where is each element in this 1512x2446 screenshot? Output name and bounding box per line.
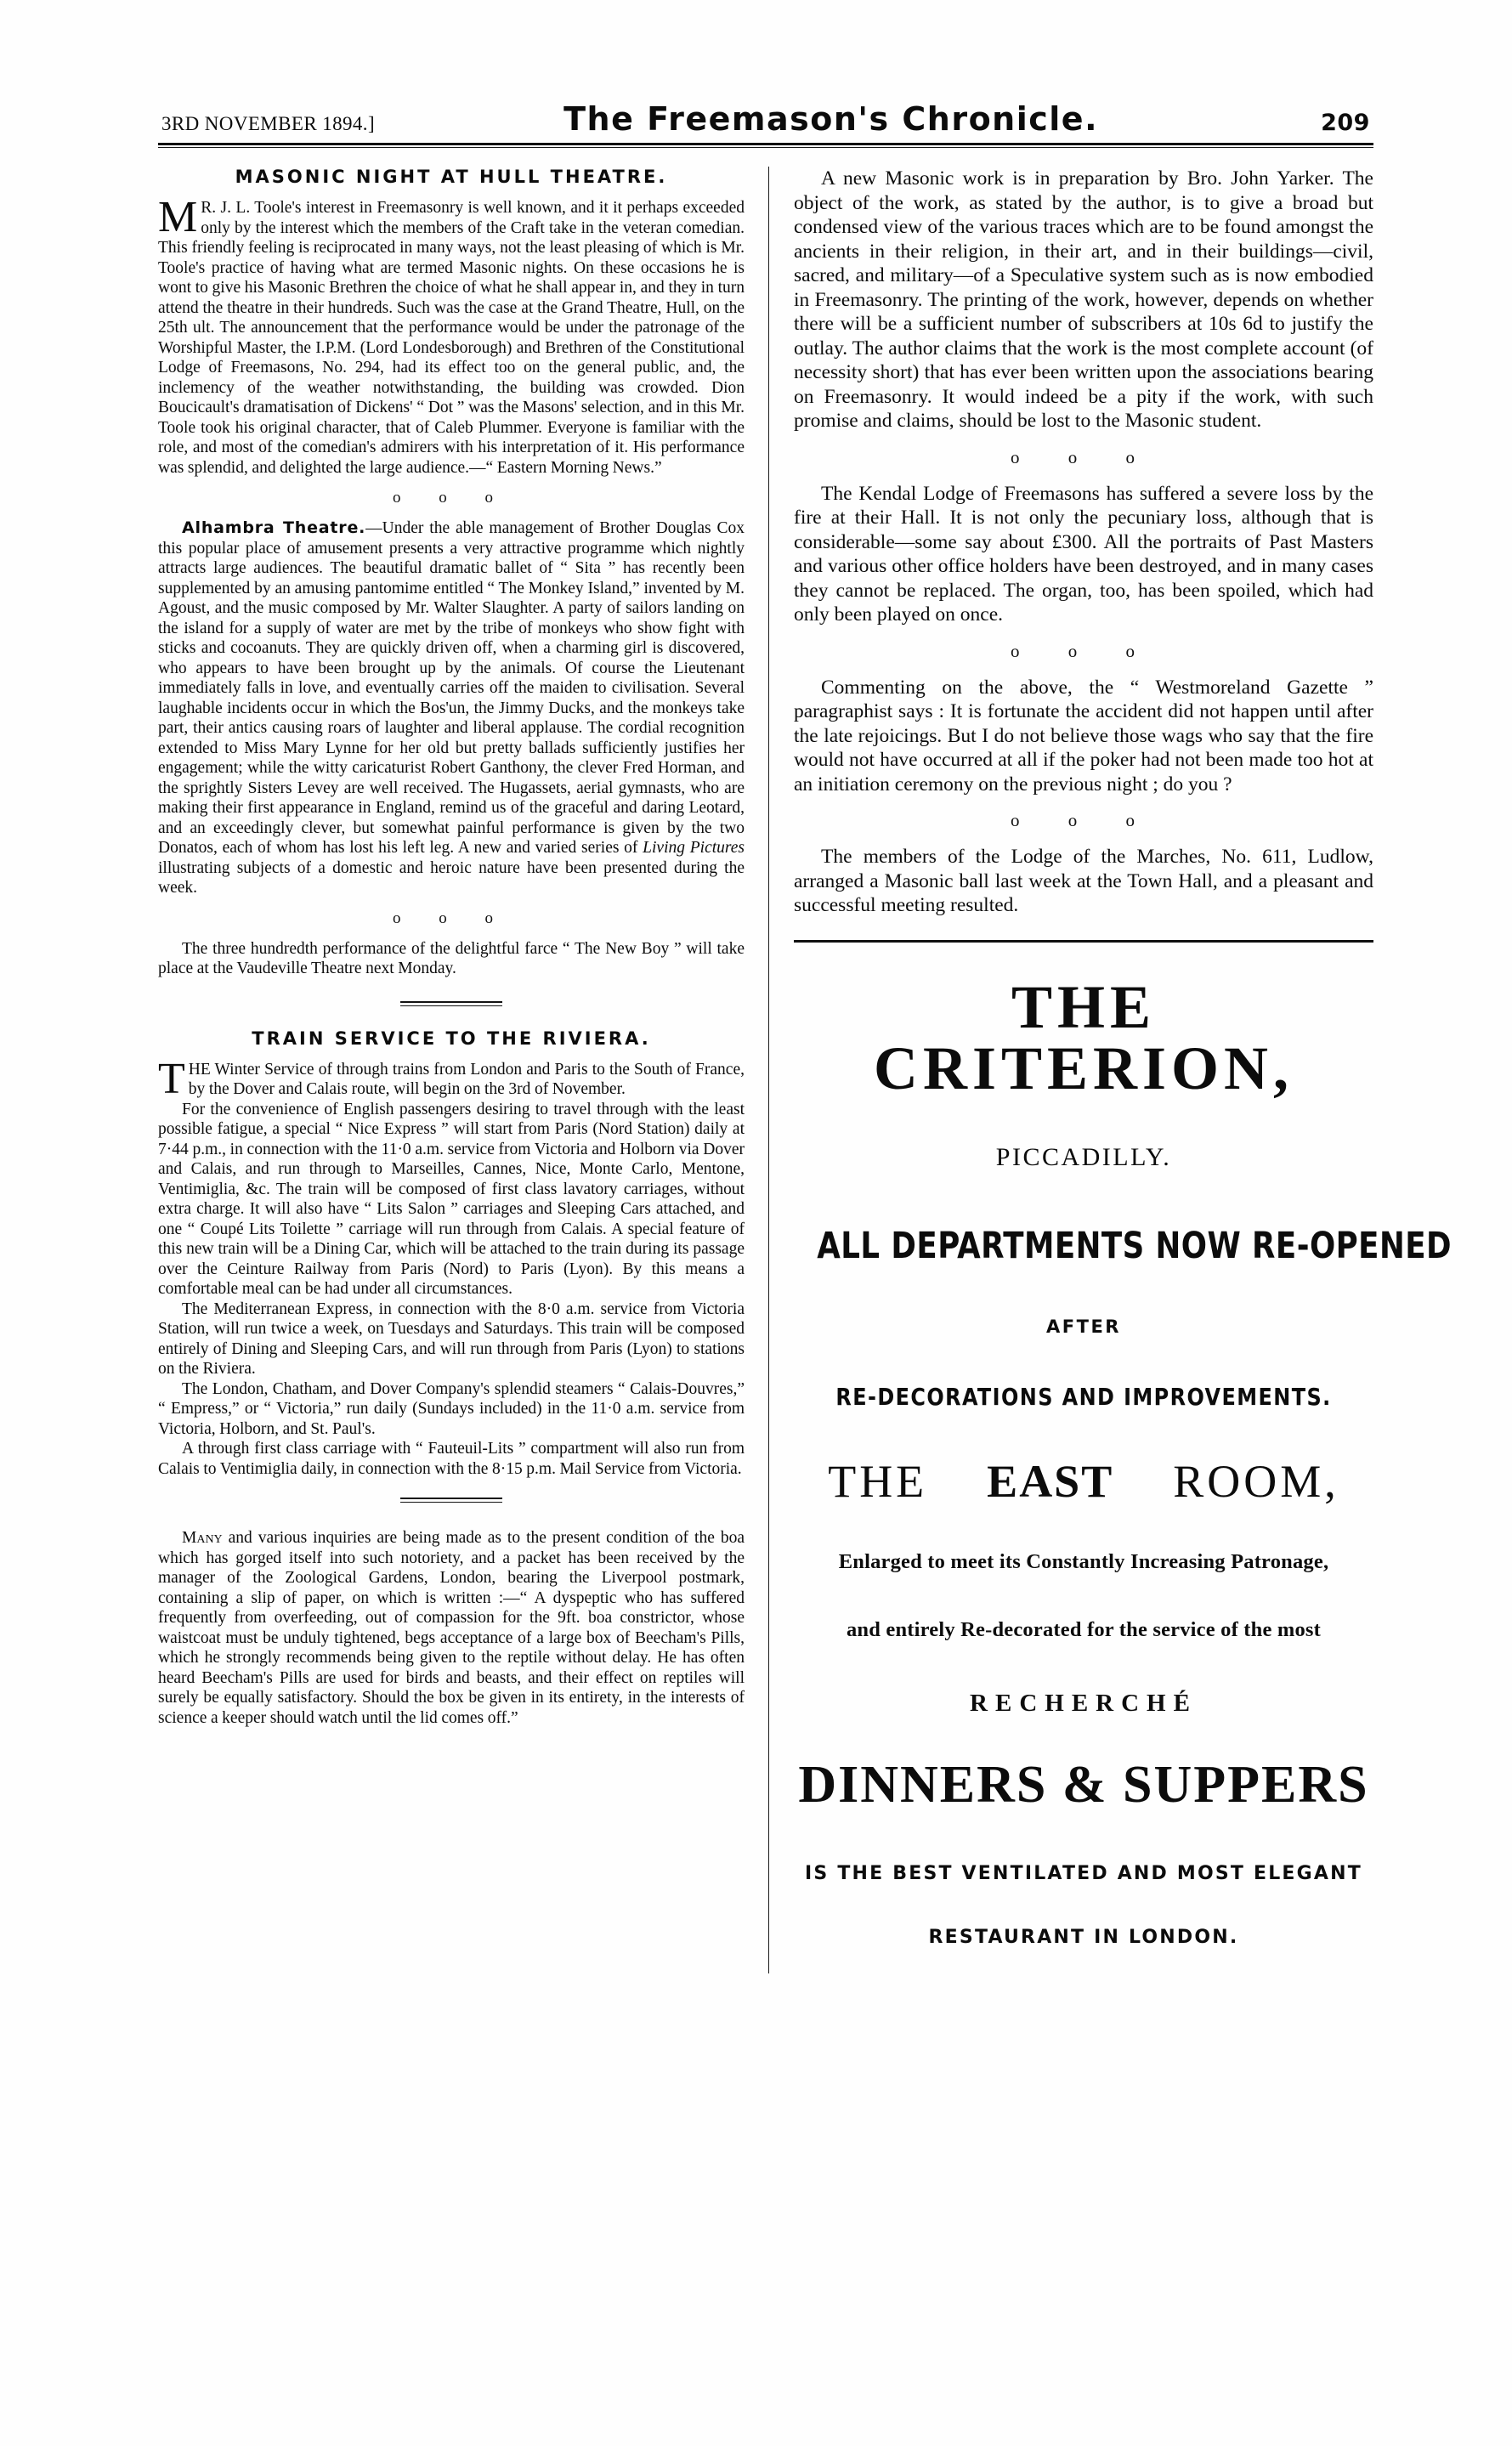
ad-east-room-line bbox=[794, 1455, 1373, 1508]
page-sheet bbox=[158, 100, 1453, 1973]
ad-redecorations-line: RE-DECORATIONS AND IMPROVEMENTS. bbox=[835, 1382, 1332, 1411]
ad-restaurant-line: RESTAURANT IN LONDON. bbox=[928, 1926, 1239, 1948]
article-heading-train-service: TRAIN SERVICE TO THE RIVIERA. bbox=[252, 1028, 651, 1049]
ad-recherche-line: RECHERCHÉ bbox=[970, 1689, 1198, 1717]
masthead bbox=[158, 100, 1373, 143]
publication-title: The Freemason's Chronicle. bbox=[563, 100, 1099, 138]
boa-lead-caps: Many bbox=[182, 1529, 223, 1547]
article-masonic-night-body bbox=[158, 193, 745, 478]
alhambra-text: —Under the able management of Brother Douglas Cox this popular place of amusement presents a very attractive programme which nightly attracts large audiences. The beautiful dramatic ballet of “ Sita ” has recently been supplemented by an amusing pantomime entitled “ The Monkey Island,” invented by M. Agoust, and the music composed by Mr. Walter Slaughter. A party of sailors landing on the island for a supply of water are met by the tribe of monkeys who show fight with sticks and cocoanuts. They are quickly driven off, when a charming girl is discovered, who appears to have been brought up by the animals. Of course the Lieutenant immediately falls in love, and eventually carries off the maiden to civilisation. Several laughable incidents occur in which the Bos'un, the Jimmy Ducks, and the monkeys take part, their antics causing roars of laughter and liberal applause. The cordial recognition extended to Miss Mary Lynne for her old but pretty ballads sufficiently justifies her engagement; while the witty caricaturist Robert Ganthony, the clever Fred Horman, and the sprightly Sisters Levey are well received. The Hugassets, aerial gymnasts, who are making their first appearance in England, remind us of the graceful and daring Leotard, and an exceedingly clever, but somewhat painful performance is given by the two Donatos, each of whom has lost his left leg. A new and varied series of bbox=[158, 519, 745, 857]
alhambra-lead-label: Alhambra Theatre. bbox=[182, 518, 366, 537]
section-rule-2 bbox=[400, 1498, 502, 1503]
ad-after-line: AFTER bbox=[1046, 1316, 1121, 1337]
article-boa-body bbox=[158, 1528, 745, 1728]
dropcap-m: M bbox=[158, 193, 198, 241]
section-separator-1: o o o bbox=[393, 489, 510, 507]
criterion-advertisement bbox=[794, 943, 1453, 1948]
dropcap-t: T bbox=[158, 1054, 185, 1103]
right-separator-2: o o o bbox=[1011, 640, 1157, 661]
column-divider bbox=[768, 167, 769, 1973]
body-columns bbox=[158, 167, 1453, 1973]
ad-entirely-line: and entirely Re-decorated for the service of the most bbox=[846, 1617, 1322, 1641]
right-separator-1: o o o bbox=[1011, 446, 1157, 467]
alhambra-italic-run: Living Pictures bbox=[643, 839, 745, 857]
article-yarker-body: A new Masonic work is in preparation by Bro. John Yarker. The object of the work, as stated by the author, is to give a broad but condensed view of the various traces which are to be found amongst the ancients in their religion, in their art, and in their buildings—civil, sacred, and military—of a Speculative system such as is now embodied in Freemasonry. The printing of the work, however, depends on whether there will be a sufficient number of subscribers at 10s 6d to justify the outlay. The author claims that the work is the most complete account (of necessity short) that has ever been written upon the associations bearing on Freemasonry. It would indeed be a pity if the work, with such promise and claims, should be lost to the Masonic student. bbox=[794, 167, 1373, 432]
masthead-rule-thin bbox=[158, 147, 1373, 148]
ad-east-room-room: ROOM, bbox=[1173, 1455, 1339, 1507]
ad-enlarged-line: Enlarged to meet its Constantly Increasing Patronage, bbox=[838, 1549, 1329, 1573]
article-train-para-4: The London, Chatham, and Dover Company's splendid steamers “ Calais-Douvres,” “ Empress,” or “ Victoria,” run daily (Sundays included) in the 11·0 a.m. service from Victoria, Holborn, and St. Paul's. bbox=[158, 1379, 745, 1438]
section-rule-1 bbox=[400, 1001, 502, 1006]
page-number: 209 bbox=[1321, 110, 1370, 136]
masthead-rule bbox=[158, 143, 1373, 145]
article-train-para-3: The Mediterranean Express, in connection with the 8·0 a.m. service from Victoria Station, will run twice a week, on Tuesdays and Saturdays. This train will be composed entirely of Dining and Sleeping Cars, and will run through from Paris (Lyon) to stations on the Riviera. bbox=[158, 1299, 745, 1378]
ad-location: PICCADILLY. bbox=[995, 1142, 1172, 1171]
boa-text: and various inquiries are being made as to the present condition of the boa which has gorged itself into such notoriety, and a packet has been received by the manager of the Zoological Gardens, London, bearing the Liverpool postmark, containing a slip of paper, on which is written :—“ A dyspeptic who has suffered frequently from overfeeding, out of compassion for the 9ft. boa constrictor, whose waistcoat must be unduly tightened, begs acceptance of a large box of Beecham's Pills, which he strongly recommends being given to the reptile without delay. He has often heard Beecham's Pills are used for birds and beasts, and their effect on reptiles will surely be equally satisfactory. Should the box be given in its entirety, in the interests of science a keeper should watch until the lid comes off.” bbox=[158, 1529, 745, 1727]
ad-departments-line: ALL DEPARTMENTS NOW RE-OPENED bbox=[817, 1224, 1453, 1267]
ad-east-room-the: THE bbox=[828, 1455, 928, 1507]
article-train-para-1 bbox=[158, 1054, 745, 1103]
alhambra-text-tail: illustrating subjects of a domestic and heroic nature have been presented during the week. bbox=[158, 858, 745, 897]
article-westmoreland-body: Commenting on the above, the “ Westmoreland Gazette ” paragraphist says : It is fortunate the accident did not happen until after the late rejoicings. But I do not believe those wags who say that the fire would not have occurred at all if the poker had not been made too hot at an initiation ceremony on the previous night ; do you ? bbox=[794, 676, 1373, 796]
ad-dinners-line: DINNERS & SUPPERS bbox=[798, 1755, 1369, 1814]
ad-title: THE CRITERION, bbox=[873, 972, 1294, 1102]
section-separator-2: o o o bbox=[393, 909, 510, 927]
issue-date: 3RD NOVEMBER 1894.] bbox=[161, 113, 376, 134]
article-alhambra-body bbox=[158, 518, 745, 898]
train-para-1-text: HE Winter Service of through trains from London and Paris to the South of France, by the Dover and Calais route, will begin on the 3rd of November. bbox=[188, 1060, 745, 1098]
right-separator-3: o o o bbox=[1011, 810, 1157, 830]
ad-east-room-east: EAST bbox=[987, 1455, 1114, 1507]
article-marches-body: The members of the Lodge of the Marches, No. 611, Ludlow, arranged a Masonic ball last week at the Town Hall, and a pleasant and successful meeting resulted. bbox=[794, 846, 1373, 916]
article-vaudeville-body: The three hundredth performance of the delightful farce “ The New Boy ” will take place at the Vaudeville Theatre next Monday. bbox=[158, 939, 745, 977]
article-train-para-2: For the convenience of English passengers desiring to travel through with the least possible fatigue, a special “ Nice Express ” will start from Paris (Nord Station) daily at 7·44 p.m., in connection with the 11·0 a.m. service from Victoria and Holborn via Dover and Calais, and run through to Marseilles, Cannes, Nice, Monte Carlo, Mentone, Ventimiglia, &c. The train will be composed of first class lavatory carriages, without extra charge. It will also have “ Lits Salon ” carriages and Sleeping Cars attached, and one “ Coupé Lits Toilette ” carriage will run through from Calais. A special feature of this new train will be a Dining Car, which will be attached to the train during its passage over the Ceinture Railway from Paris (Nord) to Paris (Lyon). By this means a comfortable meal can be had under all circumstances. bbox=[158, 1100, 745, 1298]
article-kendal-body: The Kendal Lodge of Freemasons has suffered a severe loss by the fire at their Hall. It is not only the pecuniary loss, although that is considerable—some say about £300. All the portraits of Past Masters and various other office holders have been destroyed, and in many cases they cannot be replaced. The organ, too, has been spoiled, which had only been played on once. bbox=[794, 482, 1373, 626]
left-column bbox=[158, 167, 768, 1973]
article-heading-masonic-night: MASONIC NIGHT AT HULL THEATRE. bbox=[235, 167, 668, 187]
right-column bbox=[768, 167, 1453, 1973]
article-train-para-5: A through first class carriage with “ Fauteuil-Lits ” compartment will also run from Calais to Ventimiglia daily, in connection with the 8·15 p.m. Mail Service from Victoria. bbox=[158, 1440, 745, 1478]
ad-ventilated-line: IS THE BEST VENTILATED AND MOST ELEGANT bbox=[805, 1862, 1362, 1884]
article-masonic-night-text: R. J. L. Toole's interest in Freemasonry is well known, and it it perhaps exceeded only by the interest which the members of the Craft take in the veteran comedian. This friendly feeling is reciprocated in many ways, not the least pleasing of which is Mr. Toole's practice of having what are termed Masonic nights. On these occasions he is wont to give his Masonic Brethren the choice of what he shall appear in, and they in turn attend the theatre in their hundreds. Such was the case at the Grand Theatre, Hull, on the 25th ult. The announcement that the performance would be under the patronage of the Worshipful Master, the I.P.M. (Lord Londesborough) and Brethren of the Constitutional Lodge of Freemasons, No. 294, had its effect too on the general public, and, the inclemency of the weather notwithstanding, the building was crowded. Dion Boucicault's dramatisation of Dickens' “ Dot ” was the Masons' selection, and in this Mr. Toole took his original character, that of Caleb Plummer. Everyone is familiar with the role, and most of the comedian's admirers with his interpretation of it. His performance was splendid, and delighted the large audience.—“ Eastern Morning News.” bbox=[158, 199, 745, 477]
